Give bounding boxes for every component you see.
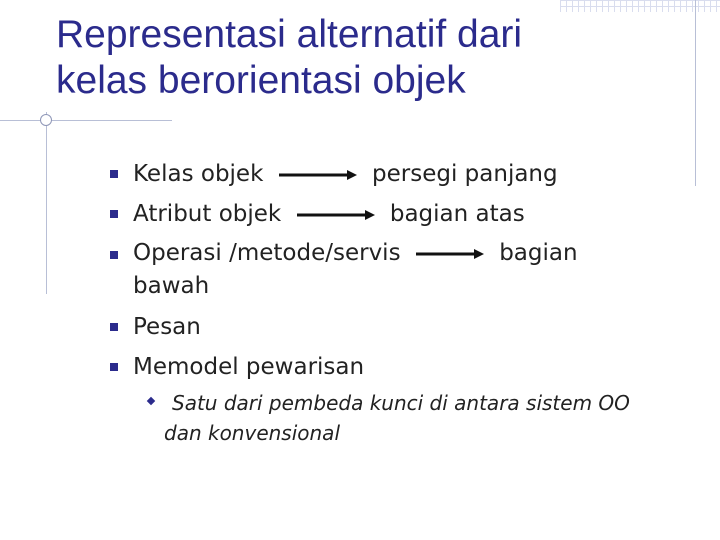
square-bullet-icon — [110, 323, 118, 331]
square-bullet-icon — [110, 170, 118, 178]
diamond-bullet-icon — [147, 397, 155, 405]
slide-title — [56, 12, 676, 104]
arrow-right-icon — [414, 248, 486, 260]
decorative-left-line — [46, 112, 47, 294]
bullet-text: bagian atas — [389, 201, 525, 227]
bullet-text: Atribut objek — [133, 201, 282, 227]
decorative-vertical-line — [695, 0, 696, 186]
decorative-grid — [560, 0, 720, 12]
sub-bullet-line-2: dan konvensional — [164, 421, 340, 445]
bullet-item — [110, 194, 690, 234]
bullet-text: persegi panjang — [372, 161, 558, 187]
bullet-item — [110, 154, 690, 194]
sub-bullet-list — [148, 388, 668, 448]
bullet-text: Pesan — [133, 314, 201, 340]
bullet-text: bagian — [499, 240, 578, 266]
crosshair-icon — [40, 114, 52, 126]
bullet-item — [110, 347, 690, 387]
square-bullet-icon — [110, 210, 118, 218]
bullet-continuation: bawah — [133, 273, 210, 299]
square-bullet-icon — [110, 363, 118, 371]
title-line-2: kelas berorientasi objek — [56, 59, 466, 102]
sub-bullet-item — [148, 388, 668, 448]
bullet-text: Kelas objek — [133, 161, 264, 187]
bullet-item — [110, 307, 690, 347]
square-bullet-icon — [110, 251, 118, 259]
bullet-list — [110, 154, 690, 387]
bullet-item — [110, 234, 690, 307]
arrow-right-icon — [295, 209, 377, 221]
decorative-horizontal-line — [0, 120, 172, 121]
bullet-text: Operasi /metode/servis — [133, 240, 401, 266]
arrow-right-icon — [277, 169, 359, 181]
bullet-text: Memodel pewarisan — [133, 354, 365, 380]
title-line-1: Representasi alternatif dari — [56, 13, 523, 56]
sub-bullet-line-1: Satu dari pembeda kunci di antara sistem OO — [172, 391, 630, 415]
